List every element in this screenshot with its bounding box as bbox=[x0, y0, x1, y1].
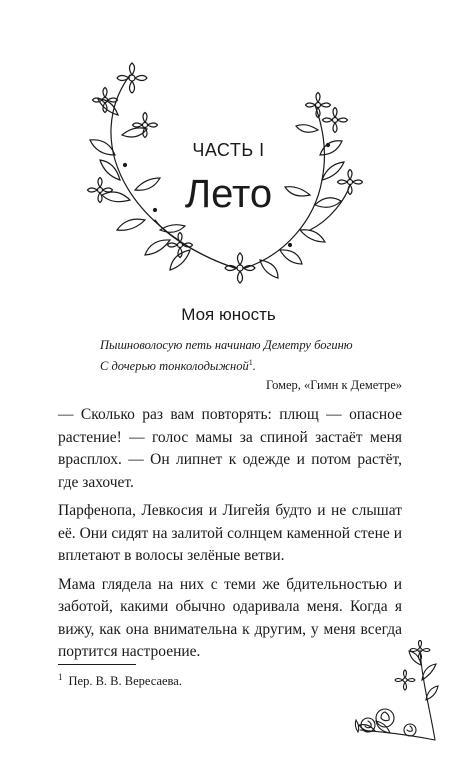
chapter-title: Моя юность bbox=[181, 305, 276, 324]
part-label: ЧАСТЬ I bbox=[192, 140, 265, 160]
epigraph-line-1: Пышноволосую петь начинаю Деметру богиню bbox=[100, 338, 353, 352]
part-title: Лето bbox=[184, 172, 273, 216]
epigraph bbox=[100, 337, 402, 375]
footnote-mark: 1 bbox=[58, 672, 63, 682]
epigraph-source: Гомер, «Гимн к Деметре» bbox=[265, 378, 402, 392]
epigraph-line-2-text: С дочерью тонколодыжной bbox=[100, 359, 249, 374]
floral-corner-icon bbox=[350, 640, 440, 745]
paragraph: Мама глядела на них с теми же бдительностью и заботой, какими обычно одаривала меня. Когда я вижу, как она внимательна к другим, у меня всегда портится настроение. bbox=[58, 575, 402, 660]
body-text bbox=[58, 404, 402, 670]
footnote-text: Пер. В. В. Вересаева. bbox=[68, 674, 182, 689]
paragraph: Парфенопа, Левкосия и Лигейя будто и не слышат её. Они сидят на залитой солнцем каменной стене и вплетают в волосы зелёные ветви. bbox=[58, 502, 402, 564]
epigraph-footnote-mark[interactable]: 1 bbox=[248, 358, 253, 367]
epigraph-line-2-end: . bbox=[252, 359, 256, 374]
footnote bbox=[58, 672, 182, 689]
footnote-divider bbox=[58, 664, 136, 665]
paragraph: — Сколько раз вам повторять: плющ — опасное растение! — голос мамы за спиной застаёт меня врасплох. — Он липнет к одежде и потом растёт, где захочет. bbox=[58, 406, 402, 491]
epigraph-line-2 bbox=[100, 354, 402, 375]
